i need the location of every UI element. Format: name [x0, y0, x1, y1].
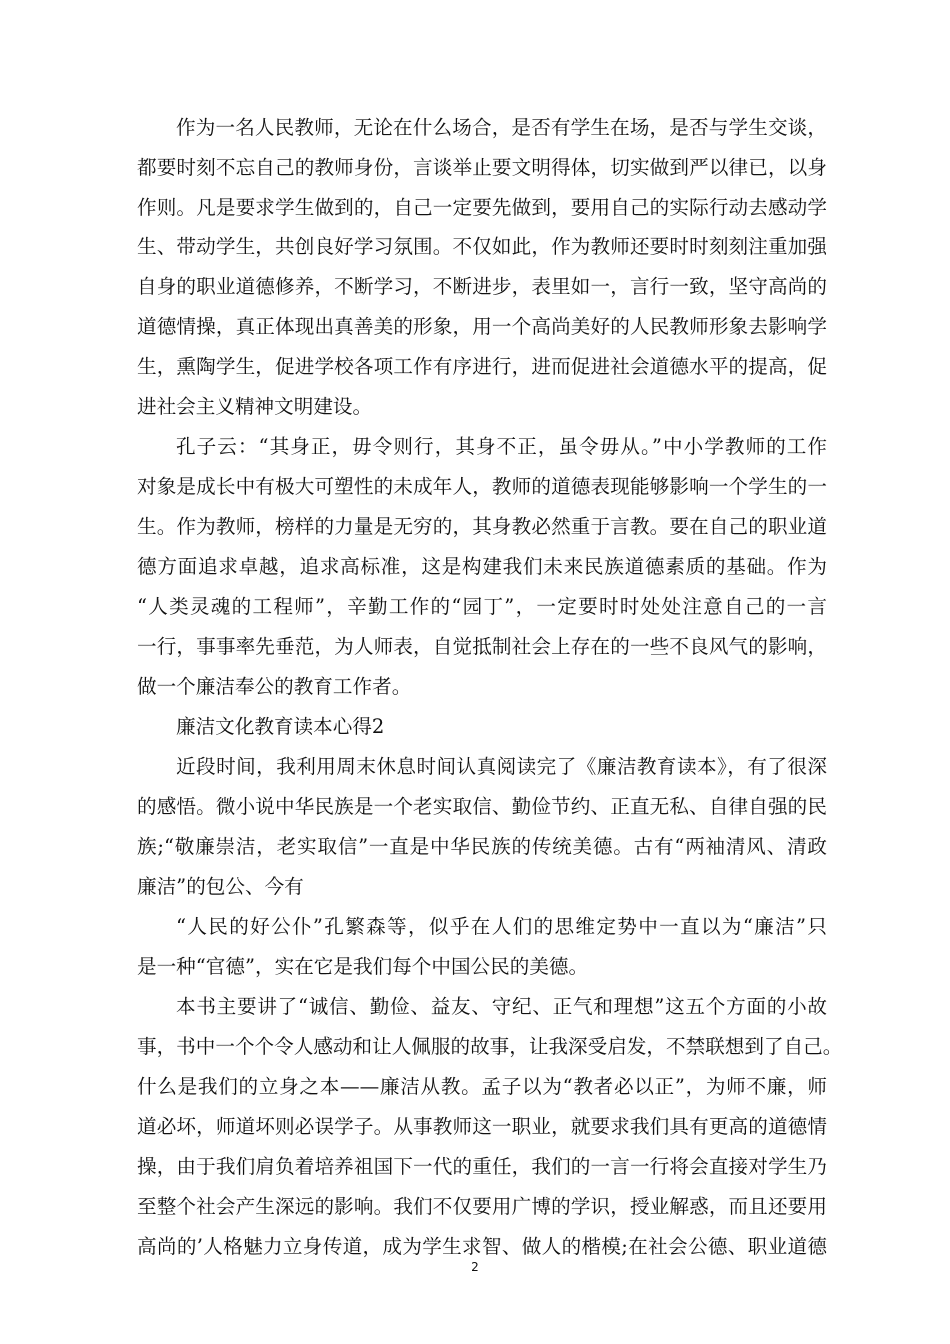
paragraph-line: 本书主要讲了“诚信、勤俭、益友、守纪、正气和理想”这五个方面的小故 — [176, 995, 827, 1018]
paragraph-line: 操，由于我们肩负着培养祖国下一代的重任，我们的一言一行将会直接对学生乃 — [137, 1155, 827, 1178]
paragraph-line: 生、带动学生，共创良好学习氛围。不仅如此，作为教师还要时时刻刻注重加强 — [137, 235, 827, 258]
paragraph-line: “人民的好公仆”孔繁森等，似乎在人们的思维定势中一直以为“廉洁”只 — [176, 915, 827, 938]
paragraph-line: 德方面追求卓越，追求高标准，这是构建我们未来民族道德素质的基础。作为 — [137, 555, 827, 578]
paragraph-line: 道必坏，师道坏则必误学子。从事教师这一职业，就要求我们具有更高的道德情 — [137, 1115, 827, 1138]
paragraph-line: 道德情操，真正体现出真善美的形象，用一个高尚美好的人民教师形象去影响学 — [137, 315, 827, 338]
paragraph-line: 生。作为教师，榜样的力量是无穷的，其身教必然重于言教。要在自己的职业道 — [137, 515, 827, 538]
paragraph-line: 做一个廉洁奉公的教育工作者。 — [137, 675, 412, 698]
paragraph-line: 什么是我们的立身之本——廉洁从教。孟子以为“教者必以正”，为师不廉，师 — [137, 1075, 827, 1098]
paragraph-line: 近段时间，我利用周末休息时间认真阅读完了《廉洁教育读本》，有了很深 — [176, 755, 827, 778]
paragraph-line: 高尚的’人格魅力立身传道，成为学生求智、做人的楷模;在社会公德、职业道德 — [137, 1235, 827, 1258]
paragraph-line: 作为一名人民教师，无论在什么场合，是否有学生在场，是否与学生交谈， — [176, 116, 827, 139]
paragraph-line: 至整个社会产生深远的影响。我们不仅要用广博的学识，授业解惑，而且还要用 — [137, 1195, 827, 1218]
paragraph-line: 对象是成长中有极大可塑性的未成年人，教师的道德表现能够影响一个学生的一 — [137, 475, 827, 498]
paragraph-line: 廉洁”的包公、今有 — [137, 875, 304, 898]
paragraph-line: 生，熏陶学生，促进学校各项工作有序进行，进而促进社会道德水平的提高，促 — [137, 355, 827, 378]
section-heading: 廉洁文化教育读本心得2 — [176, 715, 385, 738]
paragraph-line: 都要时刻不忘自己的教师身份，言谈举止要文明得体，切实做到严以律已，以身 — [137, 156, 827, 179]
paragraph-line: 进社会主义精神文明建设。 — [137, 395, 373, 418]
paragraph-line: “人类灵魂的工程师”，辛勤工作的“园丁”，一定要时时处处注意自己的一言 — [137, 595, 827, 618]
paragraph-line: 的感悟。微小说中华民族是一个老实取信、勤俭节约、正直无私、自律自强的民 — [137, 795, 827, 818]
paragraph-line: 族;“敬廉崇洁，老实取信”一直是中华民族的传统美德。古有“两袖清风、清政 — [137, 835, 827, 858]
paragraph-line: 作则。凡是要求学生做到的，自己一定要先做到，要用自己的实际行动去感动学 — [137, 196, 827, 219]
paragraph-line: 一行，事事率先垂范，为人师表，自觉抵制社会上存在的一些不良风气的影响， — [137, 635, 827, 658]
paragraph-line: 事，书中一个个令人感动和让人佩服的故事，让我深受启发，不禁联想到了自己。 — [137, 1035, 843, 1058]
paragraph-line: 孔子云：“其身正，毋令则行，其身不正，虽令毋从。”中小学教师的工作 — [176, 435, 827, 458]
paragraph-line: 是一种“官德”，实在它是我们每个中国公民的美德。 — [137, 955, 589, 978]
page-number: 2 — [471, 1260, 479, 1274]
paragraph-line: 自身的职业道德修养，不断学习，不断进步，表里如一，言行一致，坚守高尚的 — [137, 275, 827, 298]
